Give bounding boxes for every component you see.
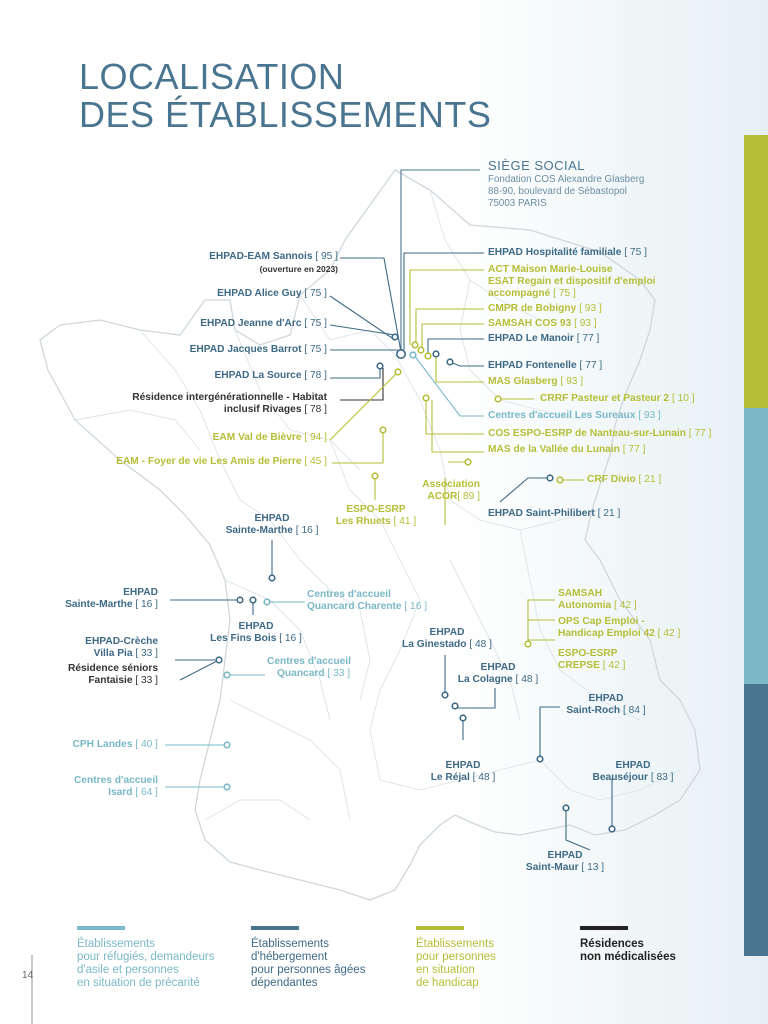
label-ops-cap: OPS Cap Emploi - Handicap Emploi 42 [ 42 ] xyxy=(558,616,681,639)
label-mas-glasberg: MAS Glasberg [ 93 ] xyxy=(488,376,584,387)
label-saint-roch: EHPAD Saint-Roch [ 84 ] xyxy=(566,693,646,716)
legend-bar-green xyxy=(416,926,464,930)
label-fins-bois: EHPAD Les Fins Bois [ 16 ] xyxy=(210,621,302,644)
marker-paris xyxy=(397,350,405,358)
label-rejal: EHPAD Le Réjal [ 48 ] xyxy=(430,760,496,783)
label-fantaisie: Résidence séniors Fantaisie [ 33 ] xyxy=(67,663,158,686)
label-sainte-marthe-left: EHPAD Sainte-Marthe [ 16 ] xyxy=(65,587,158,610)
label-rhuets: ESPO-ESRP Les Rhuets [ 41 ] xyxy=(335,504,417,527)
sidebar-band-green xyxy=(744,135,768,408)
label-quancard-charente: Centres d'accueil Quancard Charente [ 16 ] xyxy=(307,589,428,612)
label-rivages: Résidence intergénérationnelle - Habitat inclusif Rivages [ 78 ] xyxy=(132,392,327,415)
label-samsah-autonomia: SAMSAH Autonomia [ 42 ] xyxy=(558,588,637,611)
label-cmpr: CMPR de Bobigny [ 93 ] xyxy=(488,303,602,314)
sidebar-band-teal xyxy=(744,408,768,684)
label-sainte-marthe-16: EHPAD Sainte-Marthe [ 16 ] xyxy=(225,513,319,536)
label-crf-divio: CRF Divio [ 21 ] xyxy=(587,474,662,485)
label-amis-pierre: EAM - Foyer de vie Les Amis de Pierre [ 45 ] xyxy=(116,456,327,467)
label-mas-vallee: MAS de la Vallée du Lunain [ 77 ] xyxy=(488,444,646,455)
label-beausejour: EHPAD Beauséjour [ 83 ] xyxy=(592,760,674,783)
label-sureaux: Centres d'accueil Les Sureaux [ 93 ] xyxy=(488,410,661,421)
label-colagne: EHPAD La Colagne [ 48 ] xyxy=(457,662,539,685)
label-val-bievre: EAM Val de Bièvre [ 94 ] xyxy=(212,432,327,443)
label-ginestado: EHPAD La Ginestado [ 48 ] xyxy=(401,627,493,650)
label-alice-guy: EHPAD Alice Guy [ 75 ] xyxy=(217,288,327,299)
siege-line2: 88-90, boulevard de Sébastopol xyxy=(488,186,627,197)
legend-personnes-agees: Établissements d'hébergement pour personnes âgées dépendantes xyxy=(251,926,365,990)
legend-bar-teal xyxy=(77,926,125,930)
label-la-source: EHPAD La Source [ 78 ] xyxy=(214,370,327,381)
label-acor: Association ACOR[ 89 ] xyxy=(422,479,480,502)
label-fontenelle: EHPAD Fontenelle [ 77 ] xyxy=(488,360,603,371)
label-cph-landes: CPH Landes [ 40 ] xyxy=(72,739,158,750)
label-espo-nanteau: COS ESPO-ESRP de Nanteau-sur-Lunain [ 77 ] xyxy=(488,428,712,439)
legend-bar-blue xyxy=(251,926,299,930)
siege-line1: Fondation COS Alexandre Glasberg xyxy=(488,174,645,185)
page-rule xyxy=(31,955,33,1024)
page-title-line1: LOCALISATION xyxy=(79,56,345,97)
label-saint-maur: EHPAD Saint-Maur [ 13 ] xyxy=(525,850,605,873)
label-sannois-note: (ouverture en 2023) xyxy=(259,264,338,274)
label-villa-pia: EHPAD-Crèche Villa Pia [ 33 ] xyxy=(85,636,158,659)
legend-handicap: Établissements pour personnes en situation de handicap xyxy=(416,926,496,990)
label-crrf-pasteur: CRRF Pasteur et Pasteur 2 [ 10 ] xyxy=(540,393,695,404)
label-sannois: EHPAD-EAM Sannois [ 95 ] (ouverture en 2023) xyxy=(209,251,338,274)
legend-bar-dark xyxy=(580,926,628,930)
page-title-line2: DES ÉTABLISSEMENTS xyxy=(79,94,492,135)
sidebar-band-blue xyxy=(744,684,768,956)
label-jeanne-arc: EHPAD Jeanne d'Arc [ 75 ] xyxy=(200,318,327,329)
siege-line3: 75003 PARIS xyxy=(488,198,547,209)
legend-refugies: Établissements pour réfugiés, demandeurs d'asile et personnes en situation de précarité xyxy=(77,926,214,990)
label-jacques-barrot: EHPAD Jacques Barrot [ 75 ] xyxy=(189,344,327,355)
page-number: 14 xyxy=(22,970,34,981)
label-hospitalite: EHPAD Hospitalité familiale [ 75 ] xyxy=(488,247,647,258)
label-isard: Centres d'accueil Isard [ 64 ] xyxy=(74,775,158,798)
siege-heading: SIÈGE SOCIAL xyxy=(488,158,586,173)
label-act-marie: ACT Maison Marie-Louise ESAT Regain et dispositif d'emploi accompagné [ 75 ] xyxy=(488,264,656,299)
label-saint-philibert: EHPAD Saint-Philibert [ 21 ] xyxy=(488,508,621,519)
label-crepse: ESPO-ESRP CREPSE [ 42 ] xyxy=(558,648,626,671)
label-quancard: Centres d'accueil Quancard [ 33 ] xyxy=(267,656,351,679)
siege-social xyxy=(488,158,644,210)
label-samsah93: SAMSAH COS 93 [ 93 ] xyxy=(488,318,597,329)
legend-residences: Résidences non médicalisées xyxy=(580,926,676,964)
label-manoir: EHPAD Le Manoir [ 77 ] xyxy=(488,333,600,344)
